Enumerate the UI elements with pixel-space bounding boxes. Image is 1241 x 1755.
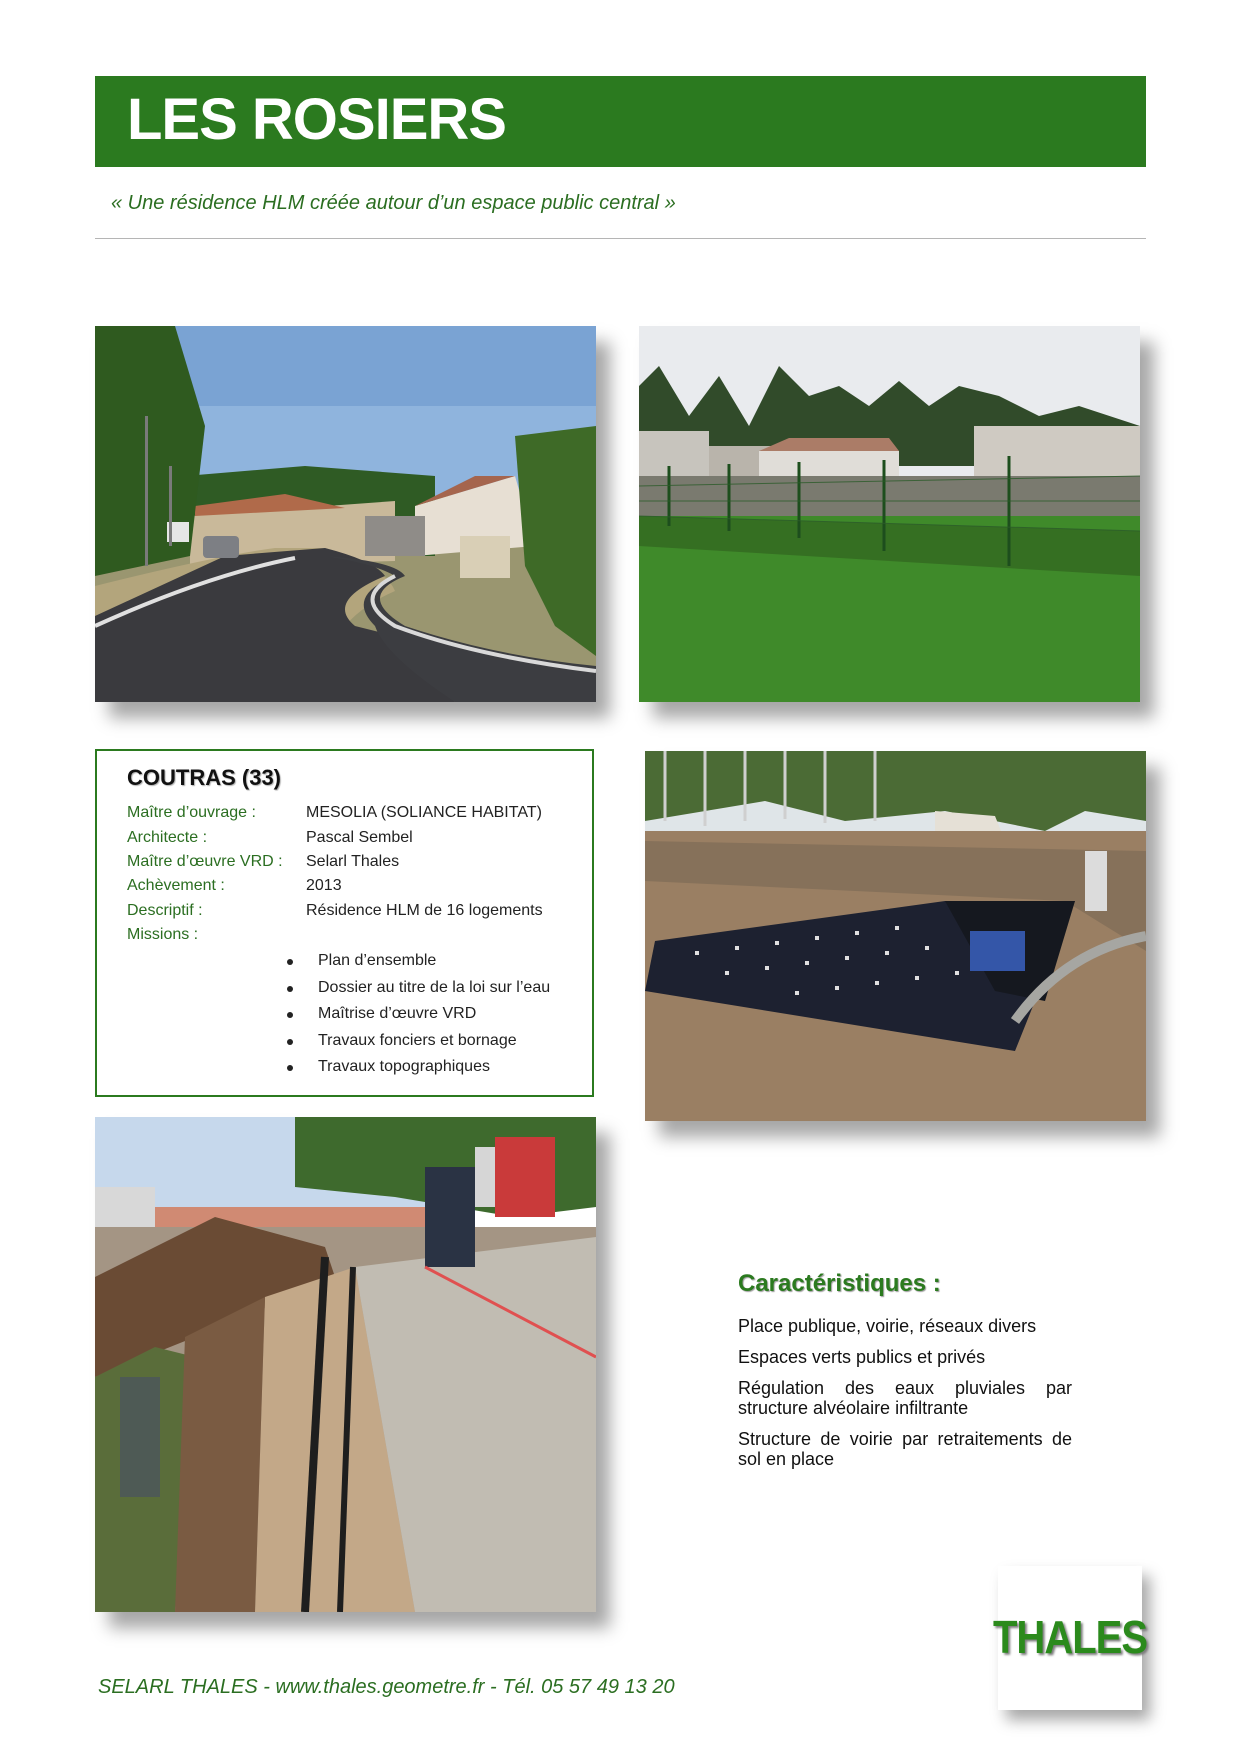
info-label: Maître d’ouvrage : — [127, 804, 256, 821]
info-row-vrd — [127, 853, 587, 873]
title-banner — [95, 76, 1146, 167]
info-label: Maître d’œuvre VRD : — [127, 853, 283, 870]
mission-item: Travaux topographiques — [287, 1058, 550, 1085]
characteristic-item: Structure de voirie par retraitements de sol en place — [738, 1429, 1072, 1469]
info-label: Architecte : — [127, 829, 208, 846]
footer-contact: SELARL THALES - www.thales.geometre.fr - Tél. 05 57 49 13 20 — [98, 1676, 675, 1698]
project-city: COUTRAS (33) — [127, 765, 282, 790]
logo-text: THALES — [993, 1612, 1147, 1663]
photo-fence — [639, 326, 1140, 702]
info-row-owner — [127, 804, 587, 824]
mission-item: Maîtrise d’œuvre VRD — [287, 1005, 550, 1032]
tagline: « Une résidence HLM créée autour d’un espace public central » — [111, 192, 676, 214]
characteristic-item: Place publique, voirie, réseaux divers — [738, 1316, 1037, 1336]
photo-road — [95, 326, 596, 702]
info-row-description — [127, 902, 587, 922]
characteristics-list — [738, 1316, 1072, 1480]
thales-logo — [993, 1566, 1147, 1710]
info-label: Achèvement : — [127, 877, 225, 894]
characteristics-title: Caractéristiques : — [738, 1270, 941, 1297]
info-row-completion — [127, 877, 587, 897]
mission-item: Travaux fonciers et bornage — [287, 1032, 550, 1059]
characteristic-item: Régulation des eaux pluviales par structure alvéolaire infiltrante — [738, 1378, 1072, 1418]
photo-excavation-structure — [645, 751, 1146, 1121]
info-value: Résidence HLM de 16 logements — [306, 902, 543, 919]
info-value: MESOLIA (SOLIANCE HABITAT) — [306, 804, 542, 821]
info-row-architect — [127, 829, 587, 849]
page-title: LES ROSIERS — [127, 87, 506, 152]
info-value: Pascal Sembel — [306, 829, 413, 846]
info-row-missions — [127, 926, 587, 946]
missions-list — [287, 952, 550, 1085]
characteristic-item: Espaces verts publics et privés — [738, 1347, 986, 1367]
info-value: 2013 — [306, 877, 342, 894]
photo-trench — [95, 1117, 596, 1612]
mission-item: Dossier au titre de la loi sur l’eau — [287, 979, 550, 1006]
info-label: Descriptif : — [127, 902, 203, 919]
info-label: Missions : — [127, 926, 199, 943]
project-info-box — [95, 749, 594, 1097]
divider — [95, 238, 1146, 239]
info-value: Selarl Thales — [306, 853, 400, 870]
mission-item: Plan d’ensemble — [287, 952, 550, 979]
